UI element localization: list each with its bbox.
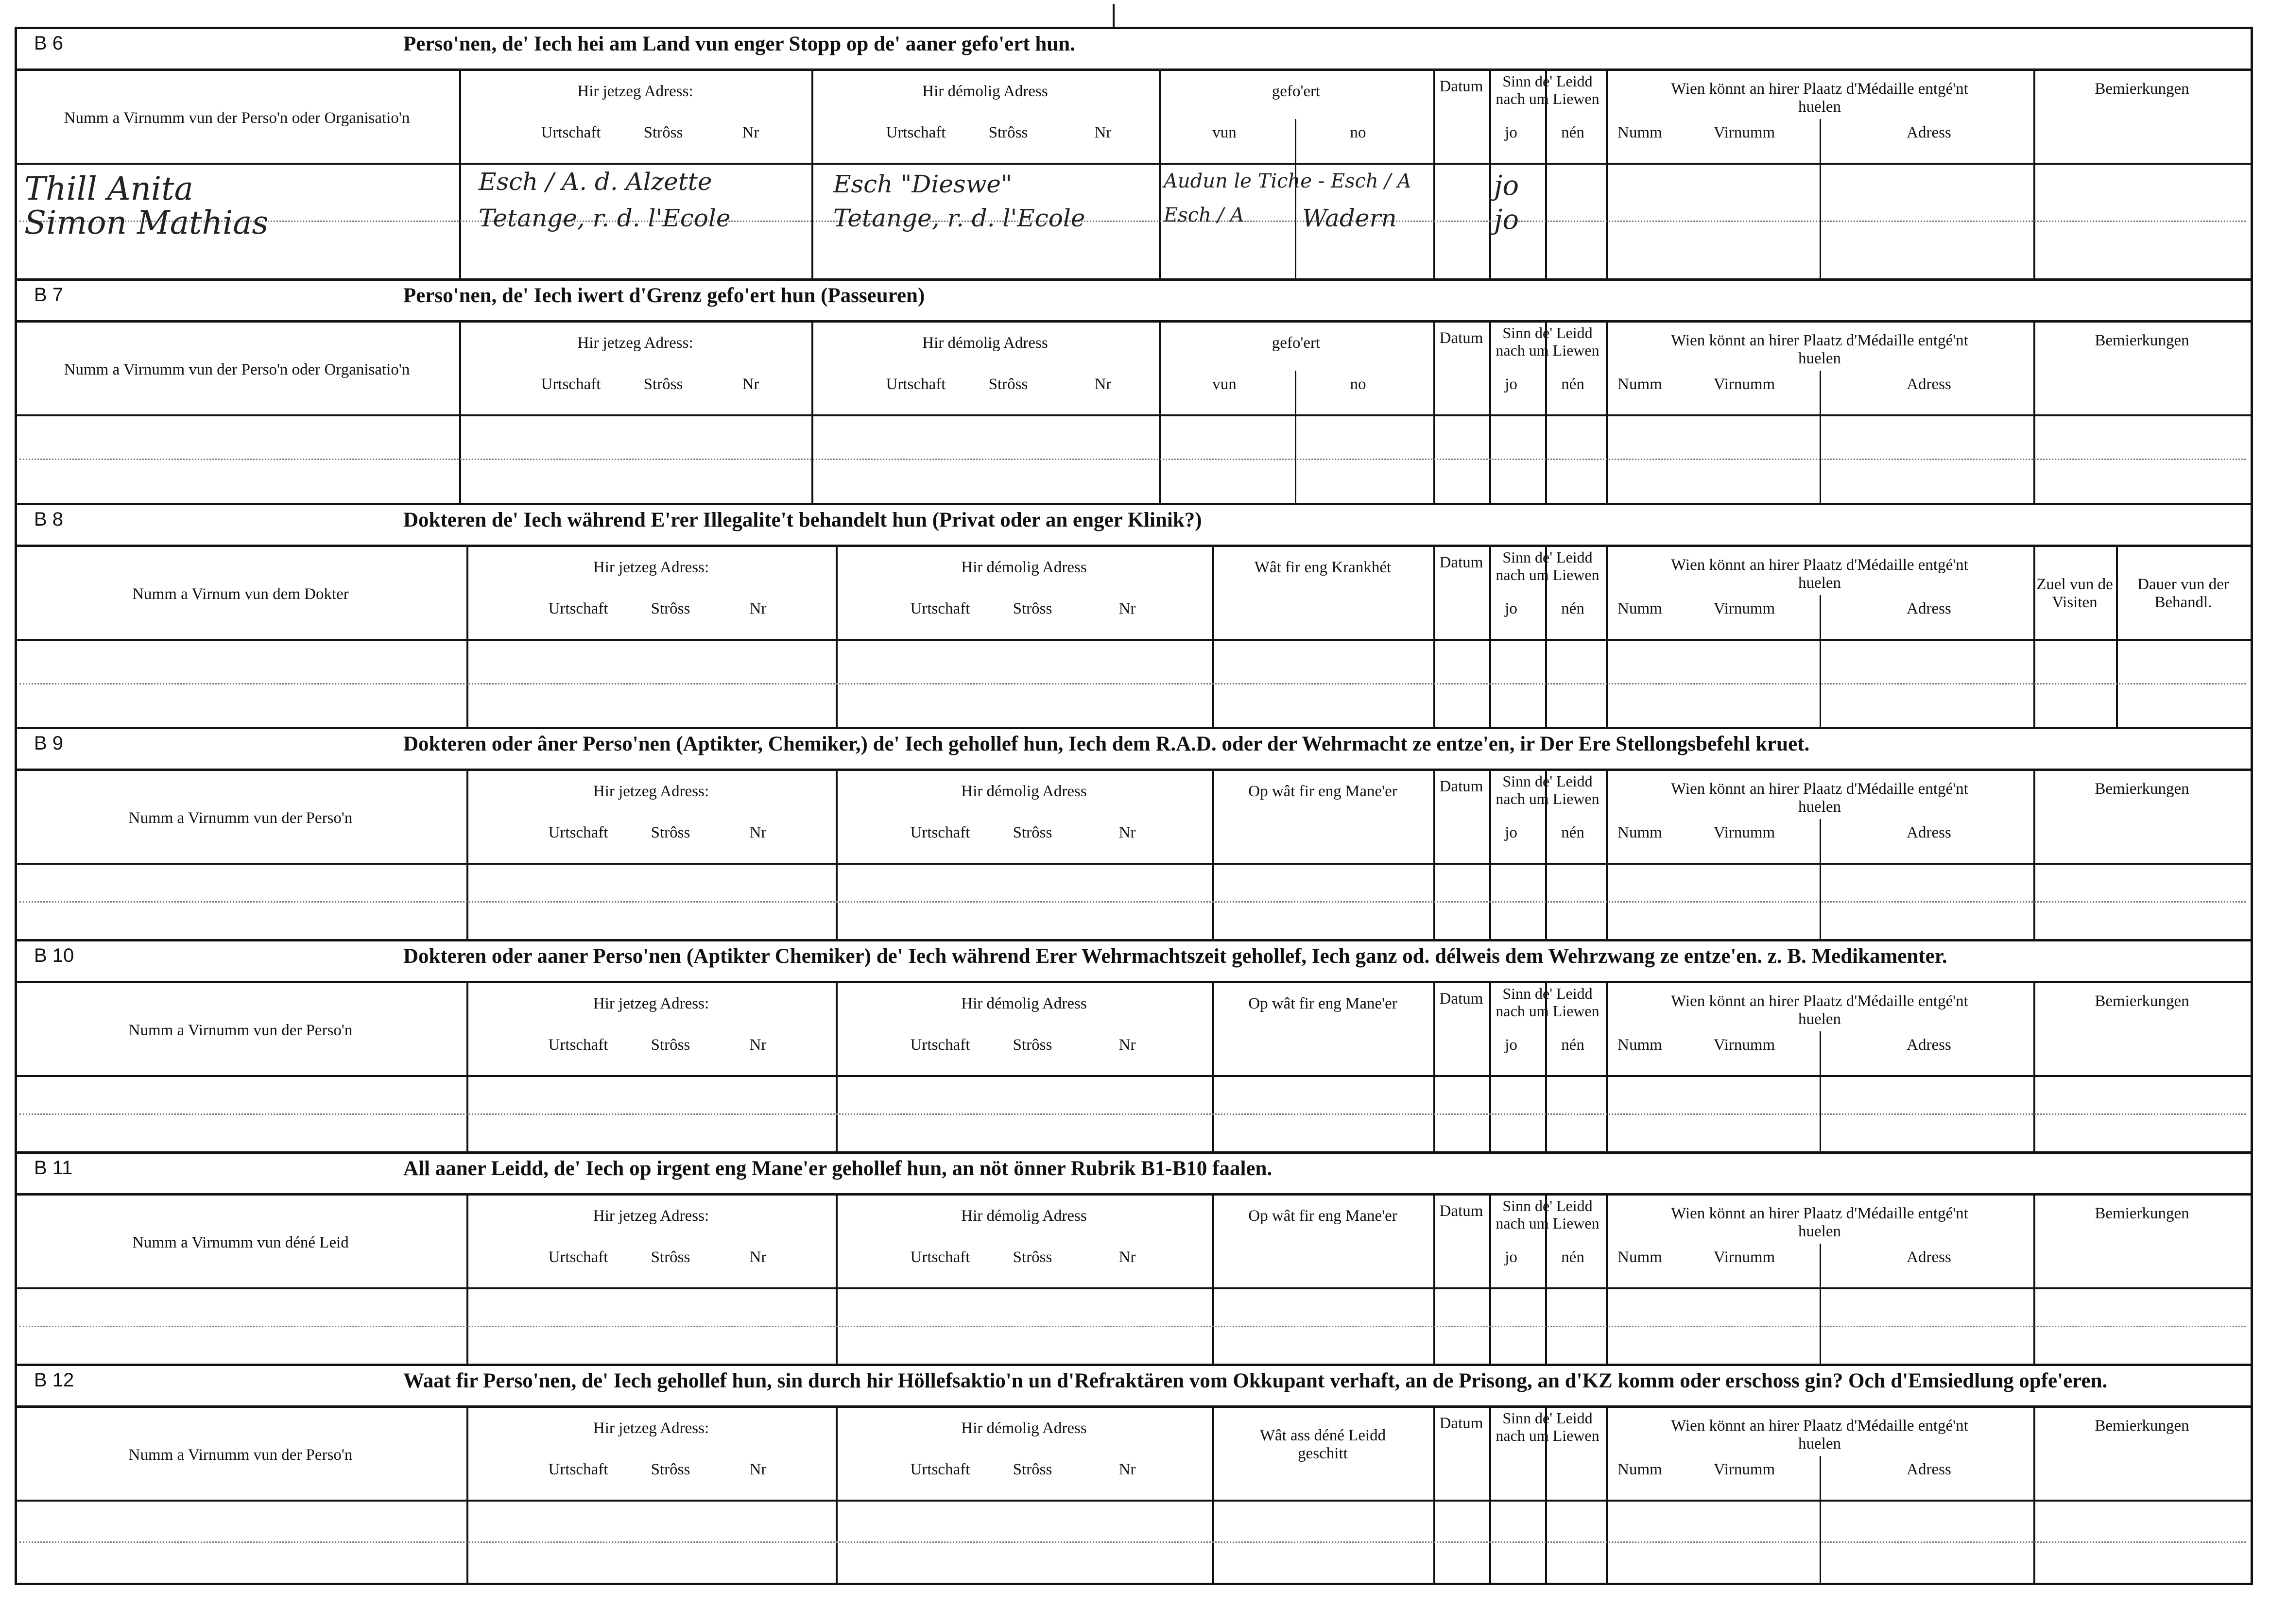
section-b6-column-rule [1159, 68, 1161, 278]
form-top-border [15, 27, 2251, 29]
section-b7-gefoert-header: gefo'ert [1272, 334, 1321, 352]
section-b7-entry-line [19, 459, 2246, 460]
section-b11-jo-label: jo [1505, 1248, 1517, 1266]
section-b12-column-rule [1433, 1405, 1435, 1583]
section-b7-medal-header: Wien könnt an hirer Plaatz d'Médaille entgé'nt huelen [1671, 332, 1968, 367]
section-b11-current-stross: Strôss [651, 1248, 690, 1266]
section-b6-remarks-header: Bemierkungen [2095, 80, 2189, 98]
entry-0-name: Thill Anita [24, 170, 193, 207]
section-b10-jo-label: jo [1505, 1036, 1517, 1054]
section-b12-current-urtschaft: Urtschaft [548, 1461, 608, 1478]
section-b11-virnumm-label: Virnumm [1713, 1248, 1775, 1266]
section-b6-former-nr: Nr [1094, 124, 1112, 141]
section-b8-column-rule [836, 545, 838, 727]
section-b8-numm-label: Numm [1617, 600, 1662, 617]
section-b12-column-rule [1606, 1405, 1608, 1583]
section-b10-column-rule [1212, 981, 1214, 1151]
section-b8-former-stross: Strôss [1013, 600, 1052, 617]
section-b7-column-rule [811, 320, 813, 503]
section-b12-former-nr: Nr [1118, 1461, 1136, 1478]
section-b11-medal-header: Wien könnt an hirer Plaatz d'Médaille entgé'nt huelen [1671, 1205, 1968, 1240]
section-b9-current-stross: Strôss [651, 824, 690, 841]
section-b12-what-happened-header: Wât ass déné Leidd geschitt [1259, 1427, 1386, 1462]
section-b9-nen-label: nén [1561, 824, 1584, 841]
section-b8-current-address-header: Hir jetzeg Adress: [593, 559, 709, 576]
section-b10-top-rule [15, 939, 2251, 941]
section-b6-column-rule [1433, 68, 1435, 278]
section-b12-former-urtschaft: Urtschaft [910, 1461, 970, 1478]
section-b7-no-label: no [1350, 376, 1366, 393]
section-b10-current-stross: Strôss [651, 1036, 690, 1054]
section-b6-vun-split [1295, 119, 1296, 278]
section-b11-former-nr: Nr [1118, 1248, 1136, 1266]
section-b11-column-rule [2033, 1193, 2035, 1364]
section-b10-datum-header: Datum [1439, 990, 1483, 1008]
section-b8-duration-header: Dauer vun der Behandl. [2137, 576, 2229, 611]
section-b6-body-rule [15, 163, 2251, 165]
section-b7-column-rule [2033, 320, 2035, 503]
section-b12-former-address-header: Hir démolig Adress [961, 1419, 1087, 1437]
section-b6-jo-split [1545, 117, 1547, 163]
section-b10-current-nr: Nr [749, 1036, 767, 1054]
section-b8-datum-header: Datum [1439, 554, 1483, 571]
section-b10-virnumm-label: Virnumm [1713, 1036, 1775, 1054]
section-b10-column-rule [466, 981, 468, 1151]
section-b10-alive-header: Sinn de' Leidd nach um Liewen [1496, 985, 1599, 1020]
section-b10-column-rule [1433, 981, 1435, 1151]
section-b6-numm-label: Numm [1617, 124, 1662, 141]
section-b9-datum-header: Datum [1439, 778, 1483, 795]
top-center-tick [1113, 4, 1115, 27]
section-b7-adress-label: Adress [1907, 376, 1951, 393]
section-b11-adress-label: Adress [1907, 1248, 1951, 1266]
section-b7-datum-header: Datum [1439, 329, 1483, 347]
section-b10-former-stross: Strôss [1013, 1036, 1052, 1054]
section-b10-header-rule [15, 981, 2251, 983]
section-b11-remarks-header: Bemierkungen [2095, 1205, 2189, 1222]
section-b8-column-rule [1212, 545, 1214, 727]
section-b12-adress-label: Adress [1907, 1461, 1951, 1478]
section-b12-current-stross: Strôss [651, 1461, 690, 1478]
section-b7-former-address-header: Hir démolig Adress [922, 334, 1048, 352]
section-b12-column-rule [836, 1405, 838, 1583]
section-b7-code: B 7 [34, 284, 64, 306]
section-b10-current-urtschaft: Urtschaft [548, 1036, 608, 1054]
section-b9-entry-line [19, 901, 2246, 903]
section-b9-column-rule [1212, 769, 1214, 939]
section-b11-jo-split [1545, 1241, 1547, 1287]
section-b7-numm-label: Numm [1617, 376, 1662, 393]
section-b8-former-urtschaft: Urtschaft [910, 600, 970, 617]
section-b7-jo-label: jo [1505, 376, 1517, 393]
section-b8-column-rule [466, 545, 468, 727]
section-b10-nen-label: nén [1561, 1036, 1584, 1054]
section-b6-column-rule [459, 68, 461, 278]
section-b7-nen-label: nén [1561, 376, 1584, 393]
section-b7-alive-header: Sinn de' Leidd nach um Liewen [1496, 324, 1599, 359]
section-b7-vun-label: vun [1212, 376, 1237, 393]
entry-0-current-address: Esch / A. d. Alzette [479, 168, 712, 196]
section-b12-virnumm-label: Virnumm [1713, 1461, 1775, 1478]
section-b8-current-nr: Nr [749, 600, 767, 617]
section-b9-current-nr: Nr [749, 824, 767, 841]
section-b8-body-rule [15, 639, 2251, 641]
section-b7-title: Perso'nen, de' Iech iwert d'Grenz gefo'ert hun (Passeuren) [403, 284, 925, 307]
section-b7-current-stross: Strôss [643, 376, 683, 393]
section-b8-title: Dokteren de' Iech während E'rer Illegalite't behandelt hun (Privat oder an enger Klinik?) [403, 509, 1202, 531]
section-b6-former-stross: Strôss [988, 124, 1028, 141]
section-b7-column-rule [459, 320, 461, 503]
entry-0-former-address: Esch "Dieswe" [833, 170, 1012, 198]
section-b8-jo-split [1545, 593, 1547, 639]
section-b10-current-address-header: Hir jetzeg Adress: [593, 995, 709, 1012]
section-b10-column-rule [2033, 981, 2035, 1151]
section-b8-entry-line [19, 683, 2246, 684]
entry-0-route-from: Audun le Tiche - Esch / A [1164, 170, 1411, 192]
section-b8-jo-label: jo [1505, 600, 1517, 617]
section-b6-column-rule [811, 68, 813, 278]
section-b11-virnumm-split [1820, 1244, 1821, 1364]
entry-1-route-to: Wadern [1302, 204, 1397, 232]
section-b9-column-rule [1433, 769, 1435, 939]
section-b8-adress-label: Adress [1907, 600, 1951, 617]
section-b6-column-rule [2033, 68, 2035, 278]
section-b9-header-rule [15, 769, 2251, 771]
section-b12-current-address-header: Hir jetzeg Adress: [593, 1419, 709, 1437]
section-b6-nen-label: nén [1561, 124, 1584, 141]
section-b12-entry-line [19, 1541, 2246, 1543]
section-b7-column-rule [1159, 320, 1161, 503]
section-b11-nen-label: nén [1561, 1248, 1584, 1266]
section-b12-top-rule [15, 1364, 2251, 1366]
section-b7-column-rule [1606, 320, 1608, 503]
section-b8-former-nr: Nr [1118, 600, 1136, 617]
section-b7-jo-split [1545, 368, 1547, 414]
form-right-border [2251, 27, 2253, 1585]
section-b12-title: Waat fir Perso'nen, de' Iech gehollef hun, sin durch hir Höllefsaktio'n un d'Refraktären vom Okkupant verhaft, an de Prisong, an d'KZ komm oder erschoss gin? Och d'Emsiedlung opfe'eren. [403, 1369, 2108, 1392]
entry-1-name: Simon Mathias [24, 204, 269, 241]
section-b10-column-rule [1606, 981, 1608, 1151]
section-b9-body-rule [15, 863, 2251, 865]
section-b8-virnumm-split [1820, 595, 1821, 727]
section-b12-former-stross: Strôss [1013, 1461, 1052, 1478]
section-b10-title: Dokteren oder aaner Perso'nen (Aptikter Chemiker) de' Iech während Erer Wehrmachtszeit gehollef, Iech ganz od. délweis dem Wehrzwang ze entze'en. z. B. Medikamenter. [403, 945, 1947, 968]
section-b9-column-rule [1606, 769, 1608, 939]
section-b11-name-header: Numm a Virnumm vun déné Leid [132, 1234, 349, 1251]
section-b10-virnumm-split [1820, 1031, 1821, 1151]
section-b12-column-rule [1212, 1405, 1214, 1583]
section-b9-numm-label: Numm [1617, 824, 1662, 841]
section-b7-header-rule [15, 320, 2251, 323]
section-b6-column-rule [1489, 68, 1491, 278]
section-b8-top-rule [15, 503, 2251, 505]
section-b11-former-urtschaft: Urtschaft [910, 1248, 970, 1266]
section-b12-column-rule [1489, 1405, 1491, 1583]
entry-1-former-address: Tetange, r. d. l'Ecole [833, 204, 1085, 232]
section-b8-virnumm-label: Virnumm [1713, 600, 1775, 617]
section-b9-alive-header: Sinn de' Leidd nach um Liewen [1496, 772, 1599, 807]
section-b6-current-address-header: Hir jetzeg Adress: [577, 83, 693, 100]
section-b7-current-nr: Nr [742, 376, 759, 393]
section-b9-title: Dokteren oder âner Perso'nen (Aptikter, Chemiker,) de' Iech gehollef hun, Iech dem R.A.D. oder der Wehrmacht ze entze'en, ir Der Ere Stellongsbefehl kruet. [403, 733, 1810, 755]
section-b11-body-rule [15, 1287, 2251, 1289]
section-b8-code: B 8 [34, 509, 64, 530]
section-b10-jo-split [1545, 1029, 1547, 1075]
section-b9-remarks-header: Bemierkungen [2095, 780, 2189, 798]
section-b7-former-stross: Strôss [988, 376, 1028, 393]
section-b10-entry-line [19, 1113, 2246, 1115]
section-b12-current-nr: Nr [749, 1461, 767, 1478]
section-b7-body-rule [15, 414, 2251, 416]
section-b12-body-rule [15, 1500, 2251, 1502]
section-b9-current-urtschaft: Urtschaft [548, 824, 608, 841]
section-b9-jo-split [1545, 817, 1547, 863]
section-b10-manner-header: Op wât fir eng Mane'er [1248, 995, 1397, 1012]
section-b11-former-address-header: Hir démolig Adress [961, 1207, 1087, 1225]
section-b11-column-rule [1489, 1193, 1491, 1364]
section-b11-column-rule [1606, 1193, 1608, 1364]
section-b12-header-rule [15, 1405, 2251, 1408]
section-b8-column-rule [2116, 545, 2118, 727]
section-b11-manner-header: Op wât fir eng Mane'er [1248, 1207, 1397, 1225]
section-b11-alive-header: Sinn de' Leidd nach um Liewen [1496, 1197, 1599, 1232]
section-b6-current-nr: Nr [742, 124, 759, 141]
section-b9-former-urtschaft: Urtschaft [910, 824, 970, 841]
section-b11-title: All aaner Leidd, de' Iech op irgent eng Mane'er gehollef hun, an nöt önner Rubrik B1-B10 faalen. [403, 1157, 1273, 1180]
section-b9-former-stross: Strôss [1013, 824, 1052, 841]
section-b12-medal-header: Wien könnt an hirer Plaatz d'Médaille entgé'nt huelen [1671, 1417, 1968, 1453]
section-b9-adress-label: Adress [1907, 824, 1951, 841]
section-b10-column-rule [836, 981, 838, 1151]
section-b11-top-rule [15, 1151, 2251, 1154]
section-b10-numm-label: Numm [1617, 1036, 1662, 1054]
section-b12-remarks-header: Bemierkungen [2095, 1417, 2189, 1435]
section-b12-column-rule [2033, 1405, 2035, 1583]
section-b7-name-header: Numm a Virnumm vun der Perso'n oder Organisatio'n [64, 361, 410, 378]
section-b12-numm-label: Numm [1617, 1461, 1662, 1478]
section-b10-body-rule [15, 1075, 2251, 1077]
section-b8-column-rule [1433, 545, 1435, 727]
entry-1-route-from: Esch / A [1164, 204, 1244, 226]
section-b6-datum-header: Datum [1439, 78, 1483, 95]
form-bottom-border [15, 1583, 2251, 1585]
entry-1-current-address: Tetange, r. d. l'Ecole [479, 204, 731, 232]
section-b12-datum-header: Datum [1439, 1415, 1483, 1432]
section-b7-column-rule [1433, 320, 1435, 503]
section-b7-top-rule [15, 278, 2251, 281]
section-b12-virnumm-split [1820, 1456, 1821, 1583]
section-b12-name-header: Numm a Virnumm vun der Perso'n [128, 1446, 353, 1464]
section-b9-jo-label: jo [1505, 824, 1517, 841]
section-b6-current-stross: Strôss [643, 124, 683, 141]
section-b7-former-urtschaft: Urtschaft [886, 376, 946, 393]
section-b10-former-nr: Nr [1118, 1036, 1136, 1054]
section-b8-former-address-header: Hir démolig Adress [961, 559, 1087, 576]
section-b10-former-urtschaft: Urtschaft [910, 1036, 970, 1054]
section-b6-column-rule [1606, 68, 1608, 278]
section-b6-header-rule [15, 68, 2251, 71]
section-b6-current-urtschaft: Urtschaft [541, 124, 601, 141]
section-b7-column-rule [1489, 320, 1491, 503]
section-b9-column-rule [836, 769, 838, 939]
section-b11-datum-header: Datum [1439, 1202, 1483, 1220]
section-b8-name-header: Numm a Virnum vun dem Dokter [132, 585, 349, 603]
section-b8-current-stross: Strôss [651, 600, 690, 617]
section-b8-column-rule [1606, 545, 1608, 727]
section-b11-column-rule [1433, 1193, 1435, 1364]
section-b10-name-header: Numm a Virnumm vun der Perso'n [128, 1022, 353, 1039]
section-b6-adress-label: Adress [1907, 124, 1951, 141]
section-b6-no-label: no [1350, 124, 1366, 141]
section-b11-former-stross: Strôss [1013, 1248, 1052, 1266]
section-b7-former-nr: Nr [1094, 376, 1112, 393]
section-b8-column-rule [2033, 545, 2035, 727]
section-b8-visits-header: Zuel vun de Visiten [2036, 576, 2113, 611]
section-b9-medal-header: Wien könnt an hirer Plaatz d'Médaille entgé'nt huelen [1671, 780, 1968, 816]
section-b11-column-rule [1212, 1193, 1214, 1364]
section-b6-jo-label: jo [1505, 124, 1517, 141]
entry-1-alive-yes: jo [1494, 204, 1519, 236]
section-b11-current-urtschaft: Urtschaft [548, 1248, 608, 1266]
section-b10-column-rule [1489, 981, 1491, 1151]
section-b6-medal-header: Wien könnt an hirer Plaatz d'Médaille entgé'nt huelen [1671, 80, 1968, 116]
entry-0-alive-yes: jo [1494, 170, 1519, 202]
section-b7-virnumm-split [1820, 371, 1821, 503]
section-b11-header-rule [15, 1193, 2251, 1196]
section-b6-title: Perso'nen, de' Iech hei am Land vun enger Stopp op de' aaner gefo'ert hun. [403, 33, 1075, 55]
section-b10-former-address-header: Hir démolig Adress [961, 995, 1087, 1012]
section-b10-code: B 10 [34, 945, 74, 966]
section-b6-former-urtschaft: Urtschaft [886, 124, 946, 141]
section-b9-code: B 9 [34, 733, 64, 754]
section-b12-code: B 12 [34, 1369, 74, 1391]
section-b7-virnumm-label: Virnumm [1713, 376, 1775, 393]
section-b6-virnumm-label: Virnumm [1713, 124, 1775, 141]
section-b9-former-address-header: Hir démolig Adress [961, 783, 1087, 800]
section-b6-code: B 6 [34, 33, 64, 54]
section-b12-alive-header: Sinn de' Leidd nach um Liewen [1496, 1409, 1599, 1444]
section-b6-vun-label: vun [1212, 124, 1237, 141]
section-b11-code: B 11 [34, 1157, 73, 1179]
section-b9-virnumm-split [1820, 819, 1821, 939]
section-b11-current-nr: Nr [749, 1248, 767, 1266]
section-b7-vun-split [1295, 371, 1296, 503]
section-b11-entry-line [19, 1326, 2246, 1327]
section-b11-column-rule [466, 1193, 468, 1364]
section-b6-virnumm-split [1820, 119, 1821, 278]
section-b6-alive-header: Sinn de' Leidd nach um Liewen [1496, 72, 1599, 107]
section-b9-top-rule [15, 727, 2251, 729]
section-b9-virnumm-label: Virnumm [1713, 824, 1775, 841]
section-b8-alive-header: Sinn de' Leidd nach um Liewen [1496, 548, 1599, 583]
section-b6-entry-line [19, 221, 2246, 222]
section-b8-illness-header: Wât fir eng Krankhét [1254, 559, 1392, 576]
section-b7-remarks-header: Bemierkungen [2095, 332, 2189, 349]
section-b9-column-rule [1489, 769, 1491, 939]
section-b6-gefoert-header: gefo'ert [1272, 83, 1321, 100]
section-b10-remarks-header: Bemierkungen [2095, 992, 2189, 1010]
section-b10-adress-label: Adress [1907, 1036, 1951, 1054]
section-b11-current-address-header: Hir jetzeg Adress: [593, 1207, 709, 1225]
section-b11-column-rule [836, 1193, 838, 1364]
section-b9-manner-header: Op wât fir eng Mane'er [1248, 783, 1397, 800]
section-b9-column-rule [466, 769, 468, 939]
section-b8-nen-label: nén [1561, 600, 1584, 617]
form-left-border [15, 27, 17, 1585]
section-b8-column-rule [1489, 545, 1491, 727]
section-b8-current-urtschaft: Urtschaft [548, 600, 608, 617]
section-b12-column-rule [466, 1405, 468, 1583]
section-b11-numm-label: Numm [1617, 1248, 1662, 1266]
section-b7-current-urtschaft: Urtschaft [541, 376, 601, 393]
section-b9-current-address-header: Hir jetzeg Adress: [593, 783, 709, 800]
section-b8-header-rule [15, 545, 2251, 547]
section-b9-column-rule [2033, 769, 2035, 939]
section-b9-former-nr: Nr [1118, 824, 1136, 841]
section-b6-former-address-header: Hir démolig Adress [922, 83, 1048, 100]
section-b9-name-header: Numm a Virnumm vun der Perso'n [128, 809, 353, 827]
section-b10-medal-header: Wien könnt an hirer Plaatz d'Médaille entgé'nt huelen [1671, 992, 1968, 1028]
section-b8-medal-header: Wien könnt an hirer Plaatz d'Médaille entgé'nt huelen [1671, 556, 1968, 592]
section-b6-name-header: Numm a Virnumm vun der Perso'n oder Organisatio'n [64, 109, 410, 127]
section-b7-current-address-header: Hir jetzeg Adress: [577, 334, 693, 352]
